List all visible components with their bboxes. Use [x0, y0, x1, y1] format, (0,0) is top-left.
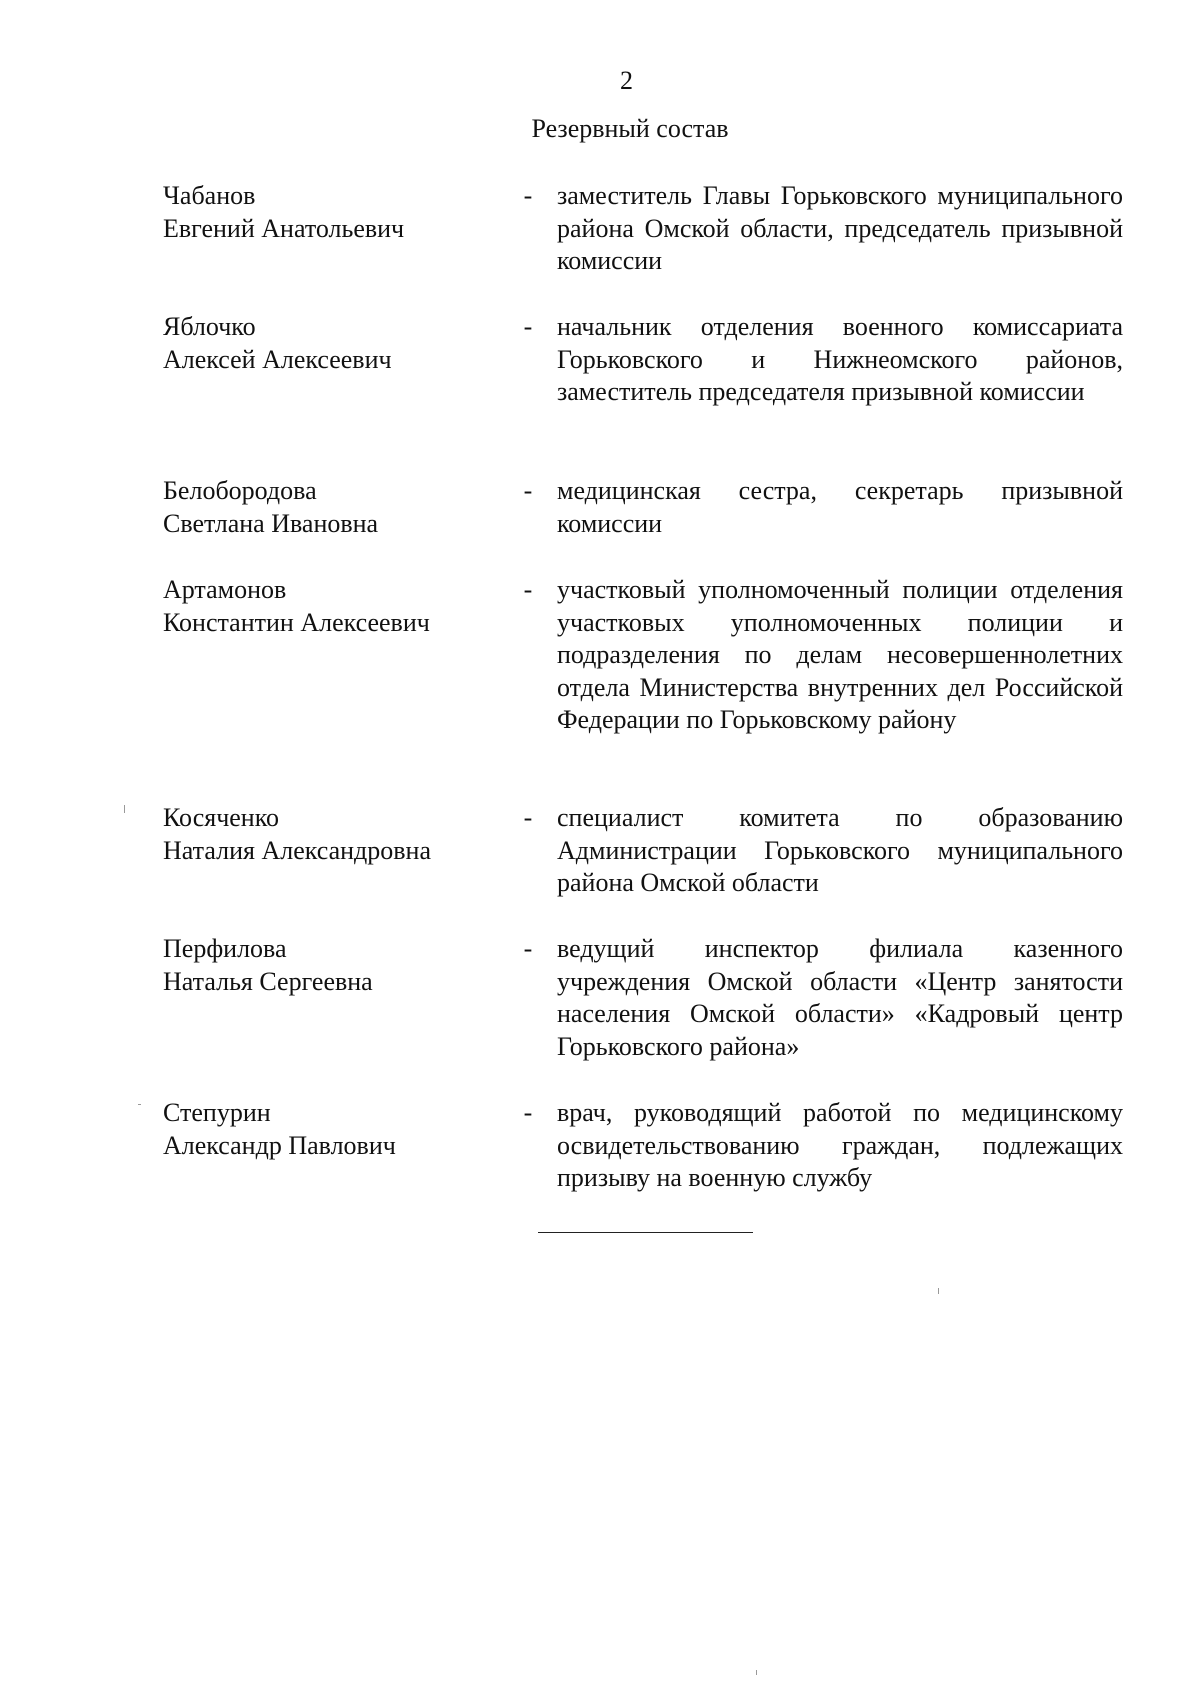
- member-dash: -: [523, 181, 533, 210]
- member-dash: -: [523, 1098, 533, 1127]
- page-number: 2: [620, 66, 633, 95]
- member-given-names: Наталия Александровна: [163, 835, 431, 865]
- section-title: Резервный состав: [531, 114, 729, 143]
- scan-artifact: [756, 1670, 757, 1675]
- member-surname: Степурин: [163, 1098, 271, 1127]
- member-surname: Яблочко: [163, 312, 256, 341]
- member-role: ведущий инспектор филиала казенного учреждения Омской области «Центр занятости населения Омской области» «Кадровый центр Горьковского района»: [557, 934, 1123, 1061]
- member-name: [163, 311, 503, 376]
- member-dash: -: [523, 312, 533, 341]
- member-given-names: Алексей Алексеевич: [163, 344, 392, 374]
- member-given-names: Александр Павлович: [163, 1130, 396, 1160]
- member-given-names: Евгений Анатольевич: [163, 213, 405, 243]
- member-role: врач, руководящий работой по медицинскому освидетельствованию граждан, подлежащих призыву на военную службу: [557, 1098, 1123, 1192]
- member-name: [163, 574, 503, 639]
- member-given-names: Наталья Сергеевна: [163, 966, 373, 996]
- scan-artifact: [124, 805, 125, 813]
- member-surname: Чабанов: [163, 181, 256, 210]
- member-surname: Белобородова: [163, 476, 317, 505]
- member-dash: -: [523, 803, 533, 832]
- member-dash: -: [523, 575, 533, 604]
- member-role: начальник отделения военного комиссариата Горьковского и Нижнеомского районов, заместитель председателя призывной комиссии: [557, 312, 1123, 406]
- member-dash: -: [523, 934, 533, 963]
- member-surname: Перфилова: [163, 934, 287, 963]
- member-surname: Артамонов: [163, 575, 287, 604]
- scan-artifact: [138, 1104, 141, 1105]
- member-name: [163, 475, 503, 540]
- member-given-names: Светлана Ивановна: [163, 508, 379, 538]
- member-name: [163, 180, 503, 245]
- member-name: [163, 802, 503, 867]
- scan-artifact: [938, 1288, 939, 1294]
- member-name: [163, 1097, 503, 1162]
- member-role: специалист комитета по образованию Администрации Горьковского муниципального района Омской области: [557, 803, 1123, 897]
- member-surname: Косяченко: [163, 803, 280, 832]
- member-role: заместитель Главы Горьковского муниципального района Омской области, председатель призывной комиссии: [557, 181, 1123, 275]
- member-role: медицинская сестра, секретарь призывной комиссии: [557, 476, 1123, 538]
- member-dash: -: [523, 476, 533, 505]
- member-given-names: Константин Алексеевич: [163, 607, 430, 637]
- end-of-list-divider: [538, 1232, 753, 1233]
- member-role: участковый уполномоченный полиции отделения участковых уполномоченных полиции и подразделения по делам несовершеннолетних отдела Министерства внутренних дел Российской Федерации по Горьковскому району: [557, 575, 1123, 734]
- member-name: [163, 933, 503, 998]
